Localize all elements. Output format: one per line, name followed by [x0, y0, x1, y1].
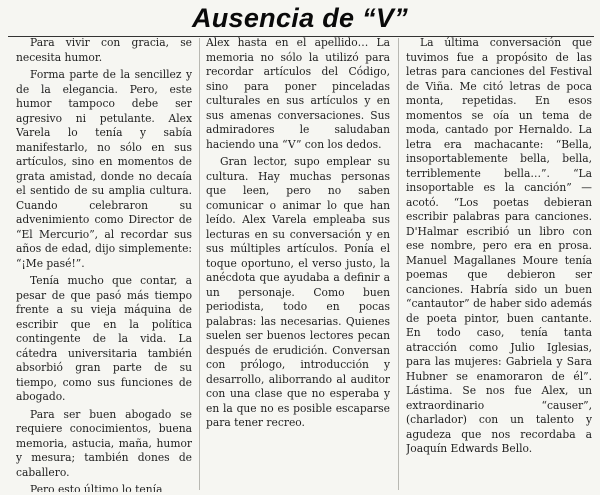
paragraph: Tenía mucho que contar, a pesar de que pasó más tiempo frente a su vieja máquina de escribir que en la política contingente de la vida. La cátedra universitaria también absorbió gran parte de su tiempo, como sus funciones de abogado.	[16, 274, 192, 403]
column-divider	[398, 38, 399, 490]
paragraph: La última conversación que tuvimos fue a propósito de las letras para canciones del Festival de Viña. Me citó letras de poca monta, repetidas. En esos momentos se oía un tema de moda, cantado por Hernaldo. La letra era machacante: “Bella, insoportablemente bella, bella, terriblemente bella…”. “La insoportable es la canción” —acotó. “Los poetas debieran escribir palabras para canciones. D'Halmar escribió un libro con ese nombre, pero era en prosa. Manuel Magallanes Moure tenía poemas que debieron ser canciones. Habría sido un buen “cantautor” de haber sido además de poeta pintor, buen cantante. En todo caso, tenía tanta atracción como Julio Iglesias, para las mujeres: Gabriela y Sara Hubner se enamoraron de él”. Lástima. Se nos fue Alex, un extraordinario “causer”, (charlador) con un talento y agudeza que nos recordaba a Joaquín Edwards Bello.	[406, 36, 592, 455]
headline: Ausencia de “V”	[191, 3, 409, 33]
column-1	[16, 36, 192, 492]
column-2	[206, 36, 390, 492]
paragraph: Pero esto último lo tenía	[30, 483, 163, 492]
column-divider	[199, 38, 200, 490]
paragraph: Forma parte de la sencillez y de la elegancia. Pero, este humor tampoco debe ser agresivo ni petulante. Alex Varela lo tenía y sabía manifestarlo, no sólo en sus artículos, sino en momentos de grata amistad, donde no decaía el sentido de su amplia cultura. Cuando celebraron su advenimiento como Director de “El Mercurio”, al recordar sus años de edad, dijo simplemente: “¡Me pasé!”.	[16, 68, 192, 270]
paragraph: Para vivir con gracia, se necesita humor.	[16, 36, 192, 64]
paragraph: Alex hasta en el apellido… La memoria no sólo la utilizó para recordar artículos del Código, sino para poner pinceladas culturales en sus artículos y en sus amenas conversaciones. Sus admiradores le saludaban haciendo una “V” con los dedos.	[206, 36, 390, 151]
paragraph: Para ser buen abogado se requiere conocimientos, buena memoria, astucia, maña, humor y mesura; también dones de caballero.	[16, 407, 192, 479]
paragraph: Gran lector, supo emplear su cultura. Hay muchas personas que leen, pero no saben comunicar o animar lo que han leído. Alex Varela empleaba sus lecturas en su conversación y en sus múltiples artículos. Ponía el toque oportuno, el verso justo, la anécdota que ayudaba a definir a un personaje. Como buen periodista, todo en pocas palabras: las necesarias. Quienes suelen ser buenos lectores pecan después de erudición. Conversan con prólogo, introducción y desarrollo, aliborrando al auditor con una clase que no esperaba y en la que no es posible escaparse para tener recreo.	[206, 155, 390, 429]
column-3	[406, 36, 592, 492]
